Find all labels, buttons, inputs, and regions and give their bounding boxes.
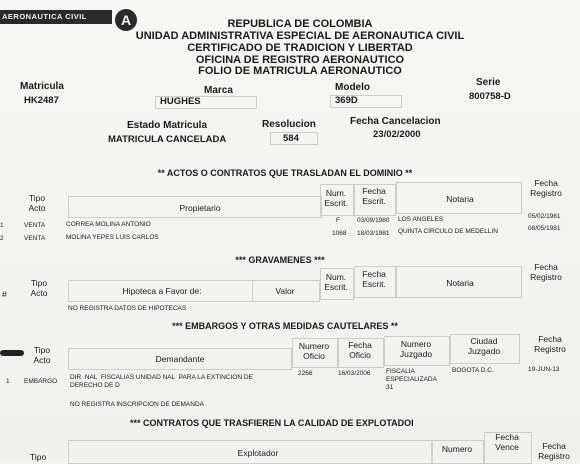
estado-label: Estado Matricula bbox=[127, 120, 208, 131]
row-tipo: EMBARGO bbox=[24, 378, 58, 385]
row-number: 2 bbox=[0, 235, 4, 242]
embargos-col-registro: Fecha Registro bbox=[534, 334, 566, 354]
resolucion-label: Resolucion bbox=[262, 119, 316, 130]
dominio-col-tipo-acto: Tipo Acto bbox=[28, 193, 46, 213]
dominio-col-num: Num. Escrit. bbox=[324, 188, 348, 208]
header-line-2: UNIDAD ADMINISTRATIVA ESPECIAL DE AERONAUTICA CIVIL bbox=[135, 30, 465, 42]
dominio-title: ** ACTOS O CONTRATOS QUE TRASLADAN EL DOMINIO ** bbox=[157, 168, 413, 178]
explotado-col-explotador: Explotador bbox=[237, 448, 279, 458]
matricula-value: HK2487 bbox=[24, 95, 59, 106]
aeronautica-logo-text: AERONAUTICA CIVIL bbox=[0, 10, 112, 24]
row-ciudad: BOGOTA D.C. bbox=[452, 367, 494, 374]
gravamenes-col-tipo-acto: Tipo Acto bbox=[30, 278, 48, 298]
row-fecha: 03/09/1980 bbox=[357, 217, 390, 224]
dominio-col-propietario: Propietario bbox=[179, 203, 221, 213]
matricula-label: Matricula bbox=[20, 81, 64, 92]
row-fecha: 18/03/1981 bbox=[357, 230, 390, 237]
row-notaria: LOS ANGELES bbox=[398, 216, 444, 223]
explotado-col-registro: Fecha Registro bbox=[538, 441, 570, 461]
gravamenes-col-valor: Valor bbox=[275, 286, 295, 296]
marca-value: HUGHES bbox=[160, 96, 201, 107]
row-tipo: VENTA bbox=[24, 235, 46, 242]
explotado-title: *** CONTRATOS QUE TRASFIEREN LA CALIDAD DE EXPLOTADOI bbox=[130, 418, 414, 428]
row-fecha: 16/03/2006 bbox=[338, 370, 371, 377]
header-line-5: FOLIO DE MATRICULA AERONAUTICO bbox=[198, 65, 402, 77]
explotado-col-vence: Fecha Vence bbox=[495, 432, 519, 452]
modelo-label: Modelo bbox=[335, 82, 370, 93]
row-number: 1 bbox=[0, 222, 4, 229]
row-registro: 05/02/1981 bbox=[528, 213, 561, 220]
row-juzgado: FISCALIA ESPECIALIZADA 31 bbox=[386, 368, 437, 391]
explotado-col-tipo: Tipo bbox=[30, 452, 47, 462]
header-line-4: OFICINA DE REGISTRO AERONAUTICO bbox=[195, 54, 405, 66]
marca-label: Marca bbox=[204, 85, 233, 96]
pen-mark bbox=[0, 350, 24, 356]
row-number: 1 bbox=[6, 378, 10, 385]
gravamenes-col-fecha: Fecha Escrit. bbox=[362, 269, 386, 289]
embargos-col-numero: Numero Oficio bbox=[298, 341, 330, 361]
gravamenes-col-num: Num. Escrit. bbox=[324, 272, 348, 292]
gravamenes-note: NO REGISTRA DATOS DE HIPOTECAS bbox=[68, 305, 187, 312]
row-tipo: VENTA bbox=[24, 222, 46, 229]
modelo-value: 369D bbox=[335, 95, 358, 106]
row-registro: 08/05/1981 bbox=[528, 225, 561, 232]
dominio-col-fecha: Fecha Escrit. bbox=[362, 186, 386, 206]
dominio-col-notaria: Notaria bbox=[446, 194, 474, 204]
dominio-col-registro: Fecha Registro bbox=[530, 178, 562, 198]
serie-value: 800758-D bbox=[469, 91, 511, 102]
embargos-col-tipo-acto: Tipo Acto bbox=[33, 345, 51, 365]
logo-letter: A bbox=[120, 12, 132, 28]
gravamenes-col-notaria: Notaria bbox=[446, 278, 474, 288]
header-line-1: REPUBLICA DE COLOMBIA bbox=[227, 18, 373, 30]
gravamenes-title: *** GRAVAMENES *** bbox=[235, 255, 325, 265]
serie-label: Serie bbox=[476, 77, 501, 88]
embargos-col-juzgado: Numero Juzgado bbox=[399, 339, 433, 359]
row-demandante: DIR NAL FISCALIAS UNIDAD NAL PARA LA EXTINCION DE DERECHO DE D bbox=[70, 374, 253, 389]
embargos-note: NO REGISTRA INSCRIPCION DE DEMANDA bbox=[70, 401, 204, 408]
embargos-col-ciudad: Ciudad Juzgado bbox=[467, 336, 501, 356]
gravamenes-col-hash: # bbox=[2, 289, 7, 299]
row-propietario: CORREA MOLINA ANTONIO bbox=[66, 221, 151, 228]
fecha-cancelacion-label: Fecha Cancelacion bbox=[350, 116, 441, 127]
header-line-3: CERTIFICADO DE TRADICION Y LIBERTAD bbox=[187, 42, 413, 54]
gravamenes-col-registro: Fecha Registro bbox=[530, 262, 562, 282]
gravamenes-col-favor: Hipoteca a Favor de: bbox=[122, 286, 202, 296]
row-propietario: MOLINA YEPES LUIS CARLOS bbox=[66, 234, 159, 241]
explotado-col-numero: Numero bbox=[441, 444, 473, 454]
resolucion-value: 584 bbox=[283, 133, 299, 144]
row-num: 1068 bbox=[332, 230, 347, 237]
estado-value: MATRICULA CANCELADA bbox=[108, 134, 227, 145]
row-registro: 19-JUN-13 bbox=[528, 366, 560, 373]
row-notaria: QUINTA CIRCULO DE MEDELLIN bbox=[398, 228, 498, 235]
row-numero: 2266 bbox=[298, 370, 313, 377]
embargos-col-demandante: Demandante bbox=[155, 354, 205, 364]
embargos-col-fecha: Fecha Oficio bbox=[348, 340, 372, 360]
fecha-cancelacion-value: 23/02/2000 bbox=[373, 129, 421, 140]
row-num: F bbox=[336, 217, 340, 224]
embargos-title: *** EMBARGOS Y OTRAS MEDIDAS CAUTELARES ** bbox=[172, 321, 398, 331]
